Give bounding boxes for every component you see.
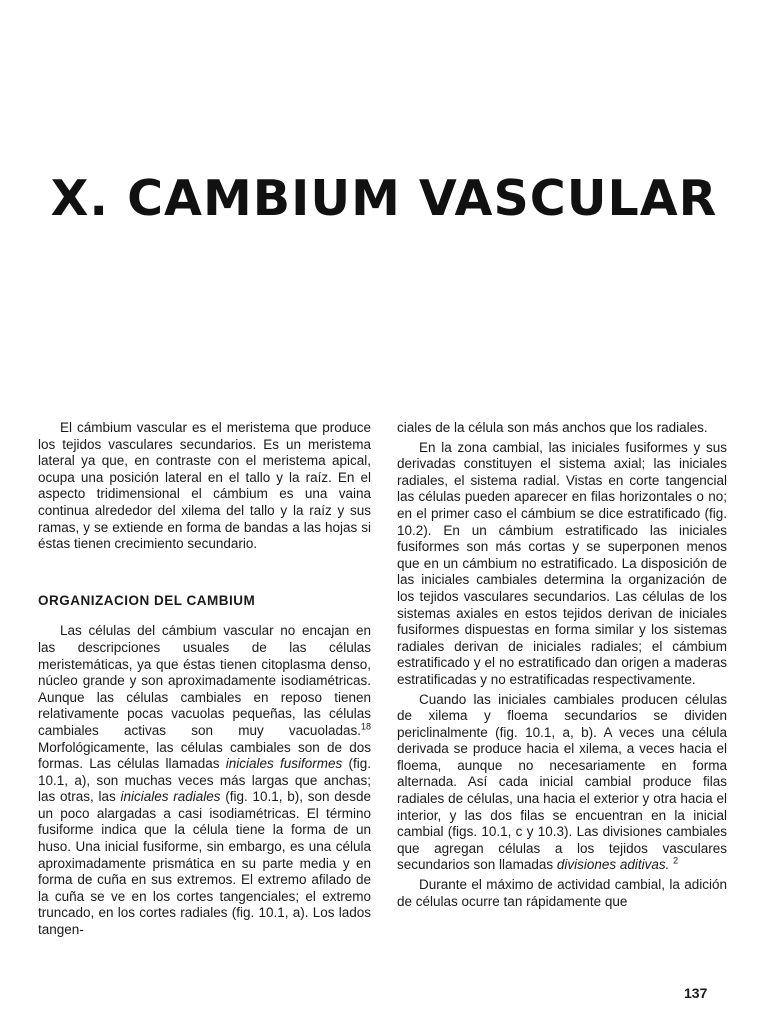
paragraph-maximo-actividad: Durante el máximo de actividad cambial, la adición de células ocurre tan rápidamente que bbox=[397, 877, 727, 909]
text-run: (fig. 10.1, a), son muchas veces más largas que anchas; las otras, las bbox=[38, 756, 371, 805]
text-run: Cuando las iniciales cambiales producen células de xilema y floema secundarios se dividen periclinalmente (fig. 10.1, a, b). A veces una célula derivada se produce hacia el xilema, a veces hacia el floema, aunque no necesariamente en forma alternada. Así cada inicial cambial produce filas radiales de células, una hacia el exterior y otra hacia el interior, y las dos filas se encuentran en la inicial cambial (figs. 10.1, c y 10.3). Las divisiones cambiales que agregan células a los tejidos vasculares secundarios son llamadas bbox=[397, 691, 727, 873]
page-number: 137 bbox=[684, 985, 708, 1001]
section-paragraph bbox=[38, 623, 371, 938]
text-run: Morfológicamente, las células cambiales son de dos formas. Las células llamadas bbox=[38, 739, 371, 772]
text-run: (fig. 10.1, b), son desde un poco alargadas a casi isodiamétricas. El término fusiforme indica que la célula tiene la forma de un huso. Una inicial fusiforme, sin embargo, es una célula aproximadamente prismática en su parte media y en forma de cuña en sus extremos. El extremo afilado de la cuña se ve en los cortes tangenciales; el extremo truncado, en los cortes radiales (fig. 10.1, a). Los lados tangen- bbox=[38, 789, 371, 938]
paragraph-divisiones bbox=[397, 692, 727, 875]
reference-number: 2 bbox=[673, 855, 679, 866]
term-iniciales-fusiformes: iniciales fusiformes bbox=[225, 756, 343, 772]
reference-superscript bbox=[361, 721, 371, 731]
term-iniciales-radiales: iniciales radiales bbox=[120, 789, 221, 805]
text-run: Las células del cámbium vascular no encajan en las descripciones usuales de las células meristemáticas, ya que éstas tienen citoplasma denso, núcleo grande y son aproximadamente isodiamétricas. Aunque las células cambiales en reposo tienen relativamente pocas vacuolas pequeñas, las células cambiales activas son muy vacuoladas. bbox=[38, 623, 371, 738]
left-column bbox=[38, 420, 371, 939]
section-heading: ORGANIZACION DEL CAMBIUM bbox=[38, 592, 256, 608]
reference-superscript bbox=[673, 856, 678, 866]
chapter-title: X. CAMBIUM VASCULAR bbox=[50, 170, 718, 227]
paragraph-zona-cambial: En la zona cambial, las iniciales fusiformes y sus derivadas constituyen el sistema axial; las iniciales radiales, el sistema radial. Vistas en corte tangencial las células pueden aparecer en filas horizontales o no; en el primer caso el cámbium se dice estratificado (fig. 10.2). En un cámbium estratificado las iniciales fusiformes son más cortas y se superponen menos que en un cámbium no estratificado. La disposición de las iniciales cambiales determina la organización de los tejidos vasculares secundarios. Las células de los sistemas axiales en estos tejidos derivan de iniciales fusiformes dispuestas en forma similar y los sistemas radiales derivan de iniciales radiales; el cámbium estratificado y el no estratificado dan origen a maderas estratificadas y no estratificadas respectivamente. bbox=[397, 439, 727, 687]
right-column bbox=[397, 420, 727, 910]
term-divisiones-aditivas: divisiones aditivas. bbox=[556, 857, 670, 873]
intro-paragraph: El cámbium vascular es el meristema que produce los tejidos vasculares secundarios. Es un meristema lateral ya que, en contraste con el meristema apical, ocupa una posición lateral en el tallo y la raíz. En el aspecto tridimensional el cámbium es una vaina continua alrededor del xilema del tallo y la raíz y sus ramas, y se extiende en forma de bandas a las hojas si éstas tienen crecimiento secundario. bbox=[38, 420, 371, 552]
reference-number: 18 bbox=[360, 721, 371, 732]
continuation-paragraph: ciales de la célula son más anchos que los radiales. bbox=[397, 420, 708, 435]
